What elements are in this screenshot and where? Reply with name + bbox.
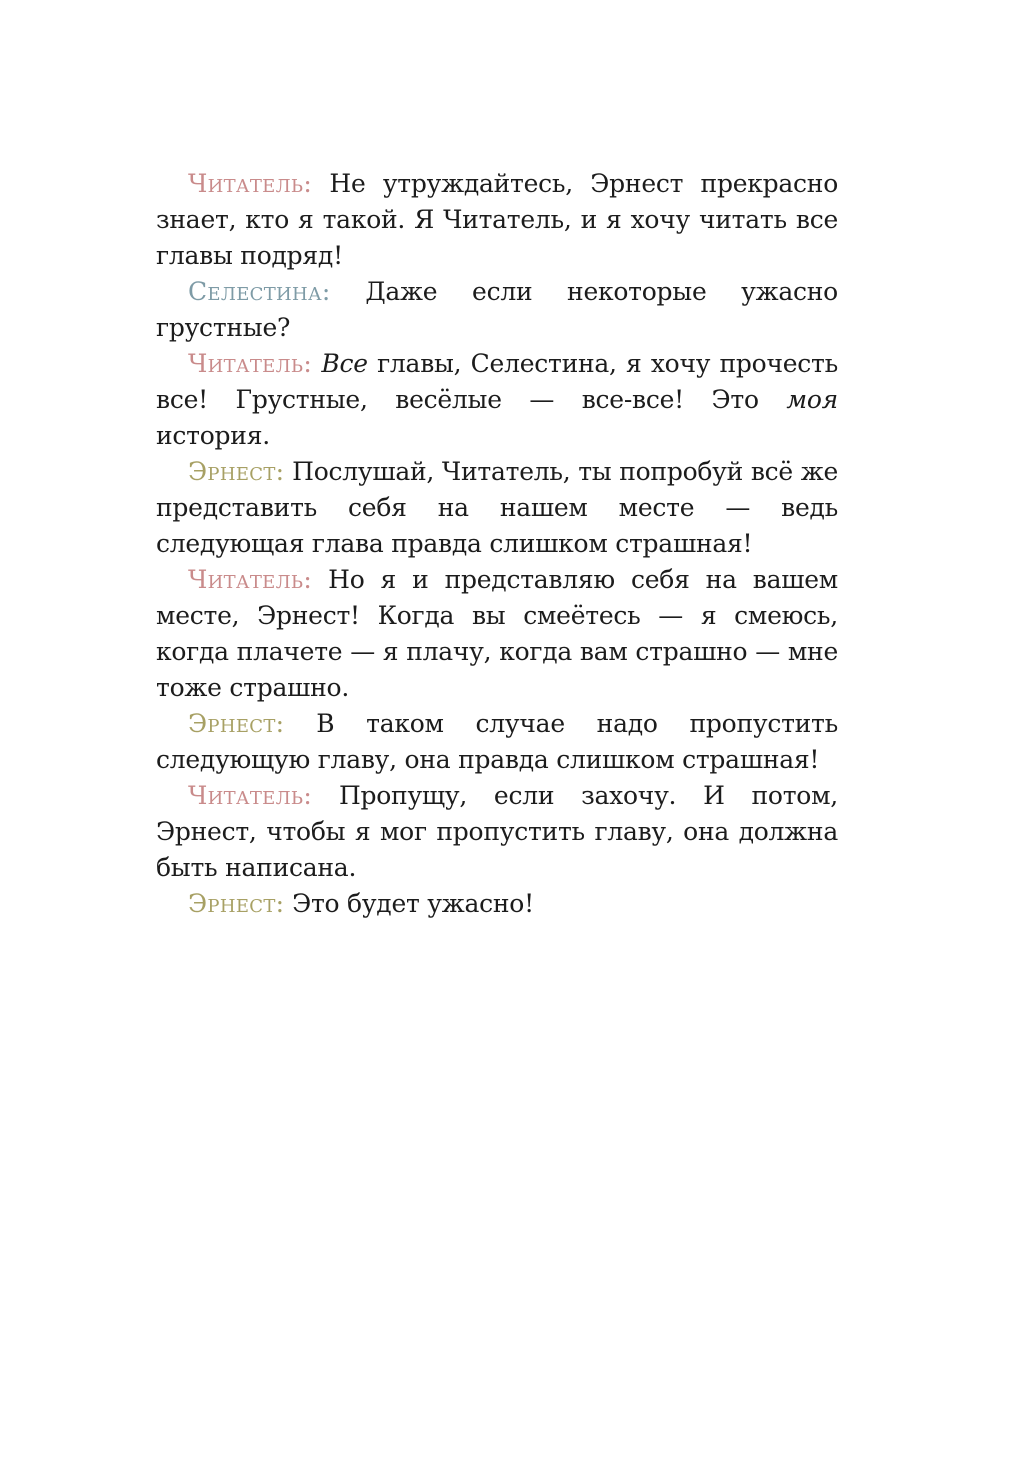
- speaker-reader: Читатель:: [188, 349, 313, 378]
- speaker-ernest: Эрнест:: [188, 457, 285, 486]
- line-text: Но я и представляю себя на вашем месте, Эрнест! Когда вы смеётесь — я смеюсь, когда плачете — я плачу, когда вам страшно — мне тоже страшно.: [156, 565, 838, 702]
- line-text: Послушай, Читатель, ты попробуй всё же представить себя на нашем месте — ведь следующая глава правда слишком страшная!: [156, 457, 839, 558]
- line-text-end: история.: [156, 421, 270, 450]
- dialogue-line-4: [156, 454, 838, 562]
- speaker-celestine: Селестина:: [188, 277, 331, 306]
- emphasis-my: моя: [786, 385, 838, 414]
- speaker-reader: Читатель:: [188, 169, 313, 198]
- emphasis-all: Все: [321, 349, 368, 378]
- dialogue-line-8: [156, 886, 838, 922]
- speaker-ernest: Эрнест:: [188, 889, 285, 918]
- dialogue-line-1: [156, 166, 838, 274]
- speaker-reader: Читатель:: [188, 565, 313, 594]
- speaker-reader: Читатель:: [188, 781, 313, 810]
- dialogue-page: [156, 166, 838, 922]
- speaker-ernest: Эрнест:: [188, 709, 285, 738]
- dialogue-line-2: [156, 274, 838, 346]
- line-text: Даже если некоторые ужасно грустные?: [156, 277, 838, 342]
- dialogue-line-5: [156, 562, 838, 706]
- line-text: В таком случае надо пропустить следующую главу, она правда слишком страшная!: [156, 709, 839, 774]
- line-text: Это будет ужасно!: [292, 889, 534, 918]
- dialogue-line-6: [156, 706, 838, 778]
- line-text: Пропущу, если захочу. И потом, Эрнест, чтобы я мог пропустить главу, она должна быть написана.: [156, 781, 838, 882]
- line-text: Не утруждайтесь, Эрнест прекрасно знает, кто я такой. Я Читатель, и я хочу читать все главы подряд!: [156, 169, 838, 270]
- line-text: главы, Селестина, я хочу прочесть все! Грустные, весёлые — все-все! Это: [156, 349, 838, 414]
- dialogue-line-3: [156, 346, 838, 454]
- dialogue-line-7: [156, 778, 838, 886]
